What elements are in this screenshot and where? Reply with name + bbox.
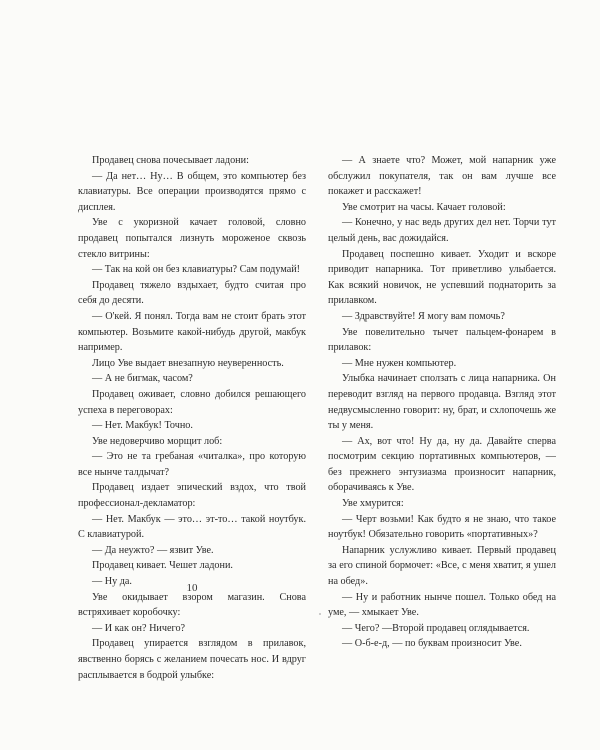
right-text-column — [328, 153, 556, 652]
paragraph: — Ах, вот что! Ну да, ну да. Давайте сперва посмотрим секцию портативных компьютеров, — без прежнего энтузиазма произносит напарник, оборачиваясь к Уве. — [328, 435, 556, 494]
paragraph: Напарник услужливо кивает. Первый продавец за его спиной бормочет: «Все, с меня хватит, я ушел на обед». — [328, 544, 556, 588]
paragraph: Продавец оживает, словно добился решающего успеха в переговорах: — [78, 388, 306, 416]
paragraph: — Конечно, у нас ведь других дел нет. Торчи тут целый день, вас дожидайся. — [328, 217, 556, 244]
page-number: 10 — [186, 582, 198, 594]
paragraph: Улыбка начинает сползать с лица напарника. Он переводит взгляд на первого продавца. Взгляд этот недвусмысленно говорит: ну, брат, и схлопочешь же ты у меня. — [328, 373, 556, 432]
paragraph: Продавец упирается взглядом в прилавок, явственно борясь с желанием почесать нос. И вдруг расплывается в бодрой улыбке: — [78, 638, 306, 681]
paragraph: — Черт возьми! Как будто я не знаю, что такое ноутбук! Обязательно говорить «портативных»? — [328, 513, 556, 541]
paragraph: Уве недоверчиво морщит лоб: — [92, 435, 223, 447]
left-text-column — [78, 153, 306, 683]
paper-speck — [319, 613, 321, 615]
paragraph: — А знаете что? Может, мой напарник уже обслужил покупателя, так он вам лучше все покажет и расскажет! — [328, 155, 556, 198]
paragraph: — О-б-е-д, — по буквам произносит Уве. — [342, 638, 522, 650]
paragraph: Уве смотрит на часы. Качает головой: — [342, 201, 506, 213]
paragraph: Уве с укоризной качает головой, словно продавец попытался лизнуть мороженое сквозь стекло витрины: — [78, 217, 306, 260]
paragraph: Продавец тяжело вздыхает, будто считая про себя до десяти. — [78, 279, 306, 307]
paragraph: — О'кей. Я понял. Тогда вам не стоит брать этот компьютер. Возьмите какой-нибудь другой, макбук например. — [78, 310, 306, 354]
paragraph: — Нет. Макбук! Точно. — [92, 420, 193, 432]
paragraph: — Ну и работник нынче пошел. Только обед на уме, — хмыкает Уве. — [328, 591, 556, 619]
paragraph: — Здравствуйте! Я могу вам помочь? — [342, 310, 505, 322]
paragraph: Уве окидывает взором магазин. Снова встряхивает коробочку: — [78, 591, 306, 619]
paragraph: — Мне нужен компьютер. — [342, 357, 457, 369]
paragraph: Уве хмурится: — [342, 498, 404, 510]
paragraph: — Это не та гребаная «читалка», про которую все нынче талдычат? — [78, 451, 306, 478]
paragraph: Лицо Уве выдает внезапную неуверенность. — [92, 357, 284, 369]
paragraph: Продавец издает эпический вздох, что твой профессионал-декламатор: — [78, 482, 306, 510]
paragraph: — А не бигмак, часом? — [92, 373, 193, 385]
paragraph: — Ну да. — [92, 576, 132, 588]
paragraph: — Чего? —Второй продавец оглядывается. — [342, 622, 530, 634]
paragraph: — И как он? Ничего? — [92, 622, 186, 634]
paragraph: — Так на кой он без клавиатуры? Сам подумай! — [92, 264, 301, 276]
paragraph: — Да неужто? — язвит Уве. — [92, 544, 214, 556]
paragraph: Уве повелительно тычет пальцем-фонарем в прилавок: — [328, 326, 556, 354]
paragraph: Продавец поспешно кивает. Уходит и вскоре приводит напарника. Тот приветливо улыбается. Как всякий новичок, не успевший поднаторить за прилавком. — [328, 248, 556, 307]
paragraph: — Нет. Макбук — это… эт-то… такой ноутбук. С клавиатурой. — [78, 513, 306, 541]
paragraph: Продавец кивает. Чешет ладони. — [92, 560, 233, 572]
paragraph: — Да нет… Ну… В общем, это компьютер без клавиатуры. Все операции производятся прямо с дисплея. — [78, 170, 306, 213]
paragraph: Продавец снова почесывает ладони: — [92, 155, 249, 166]
